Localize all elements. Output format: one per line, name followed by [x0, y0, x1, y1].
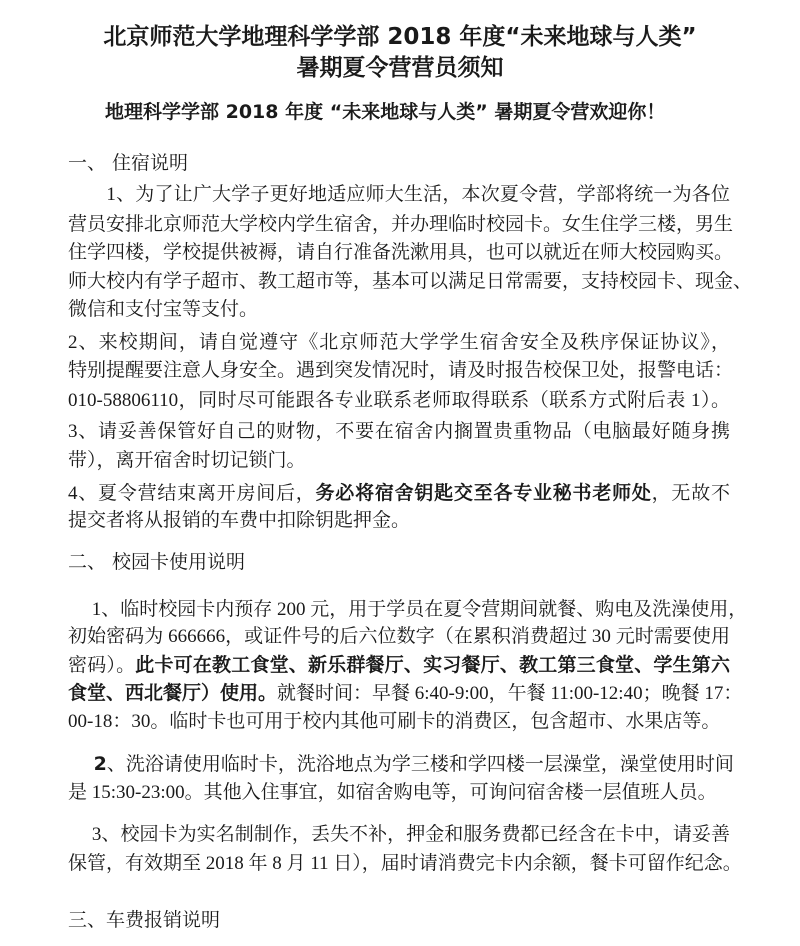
paragraph-line: [68, 681, 743, 706]
document-title-line2: 暑期夏令营营员须知: [296, 55, 504, 81]
text: 密码）。: [68, 655, 136, 676]
section-heading-campus-card: 二、 校园卡使用说明: [68, 551, 246, 573]
paragraph-line: 00-18：30。临时卡也可用于校内其他可刷卡的消费区，包含超市、水果店等。: [68, 711, 721, 732]
paragraph-line: [68, 481, 730, 506]
paragraph-line: 提交者将从报销的车费中扣除钥匙押金。: [68, 510, 411, 531]
welcome-line: 地理科学学部 2018 年度 “未来地球与人类” 暑期夏令营欢迎你！: [105, 101, 666, 123]
paragraph-line: 3、请妥善保管好自己的财物，不要在宿舍内搁置贵重物品（电脑最好随身携: [68, 421, 730, 442]
paragraph-line: 3、校园卡为实名制制作，丢失不补，押金和服务费都已经含在卡中，请妥善: [68, 824, 730, 845]
paragraph-line: 保管，有效期至 2018 年 8 月 11 日），届时请消费完卡内余额，餐卡可留作纪念。: [68, 853, 742, 874]
text: 4、夏令营结束离开房间后，: [68, 483, 316, 504]
paragraph-line: 带），离开宿舍时切记锁门。: [68, 450, 306, 471]
paragraph-line: 2、来校期间，请自觉遵守《北京师范大学学生宿舍安全及秩序保证协议》，: [68, 332, 730, 353]
text: 、洗浴请使用临时卡，洗浴地点为学三楼和学四楼一层澡堂，澡堂使用时间: [106, 754, 734, 775]
paragraph-line: 是 15:30-23:00。其他入住事宜，如宿舍购电等，可询问宿舍楼一层值班人员。: [68, 782, 717, 803]
section-heading-accommodation: 一、 住宿说明: [68, 152, 189, 174]
text: ，无故不: [651, 483, 730, 504]
paragraph-line: 010-58806110，同时尽可能跟各专业联系老师取得联系（联系方式附后表 1）。: [68, 390, 730, 411]
paragraph-line: 微信和支付宝等支付。: [68, 299, 259, 320]
section-heading-travel-reimbursement: 三、车费报销说明: [68, 909, 221, 931]
text: 就餐时间：早餐 6:40-9:00，午餐 11:00-12:40；晚餐 17：: [277, 683, 743, 704]
paragraph-line: 师大校内有学子超市、教工超市等，基本可以满足日常需要，支持校园卡、现金、: [68, 271, 753, 292]
bold-text: 2: [68, 753, 107, 775]
bold-text: 此卡可在教工食堂、新乐群餐厅、实习餐厅、教工第三食堂、学生第六: [135, 654, 730, 676]
paragraph-line: [68, 752, 734, 777]
paragraph-line: 住学四楼，学校提供被褥，请自行准备洗漱用具，也可以就近在师大校园购买。: [68, 242, 734, 263]
paragraph-line: 初始密码为 666666，或证件号的后六位数字（在累积消费超过 30 元时需要使用: [68, 626, 730, 647]
paragraph-line: 营员安排北京师范大学校内学生宿舍，并办理临时校园卡。女生住学三楼，男生: [68, 214, 734, 235]
paragraph-line: 1、为了让广大学子更好地适应师大生活，本次夏令营，学部将统一为各位: [68, 184, 730, 205]
paragraph-line: [68, 653, 730, 678]
paragraph-line: 1、临时校园卡内预存 200 元，用于学员在夏令营期间就餐、购电及洗澡使用，: [68, 599, 748, 620]
bold-text: 食堂、西北餐厅）使用。: [68, 682, 278, 704]
paragraph-line: 特别提醒要注意人身安全。遇到突发情况时，请及时报告校保卫处，报警电话：: [68, 360, 734, 381]
bold-text: 务必将宿舍钥匙交至各专业秘书老师处: [315, 482, 652, 504]
document-title-line1: 北京师范大学地理科学学部 2018 年度“未来地球与人类”: [103, 24, 697, 50]
